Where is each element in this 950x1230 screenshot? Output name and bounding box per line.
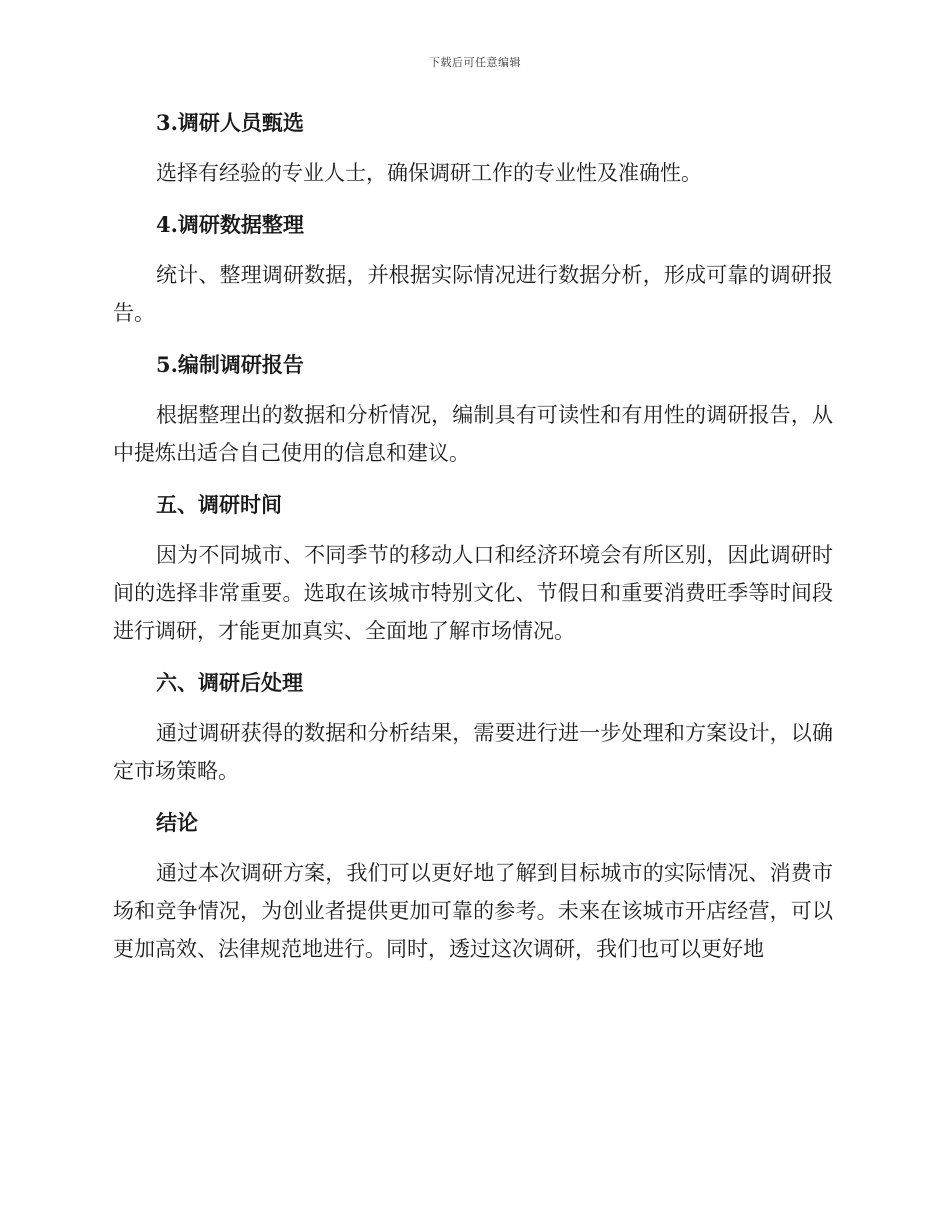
section-report-compilation <box>113 346 833 472</box>
section-paragraph: 根据整理出的数据和分析情况，编制具有可读性和有用性的调研报告，从中提炼出适合自己使用的信息和建议。 <box>113 403 833 465</box>
section-paragraph: 统计、整理调研数据，并根据实际情况进行数据分析，形成可靠的调研报告。 <box>113 263 833 325</box>
section-data-organization <box>113 206 833 332</box>
section-paragraph: 选择有经验的专业人士，确保调研工作的专业性及准确性。 <box>156 161 702 185</box>
section-heading: 3.调研人员甄选 <box>156 110 304 135</box>
section-heading: 5.编制调研报告 <box>156 352 304 377</box>
section-post-processing <box>113 664 833 790</box>
section-heading: 4.调研数据整理 <box>156 212 304 237</box>
section-paragraph: 因为不同城市、不同季节的移动人口和经济环境会有所区别，因此调研时间的选择非常重要。选取在该城市特别文化、节假日和重要消费旺季等时间段进行调研，才能更加真实、全面地了解市场情况。 <box>113 543 833 643</box>
document-body <box>113 104 833 982</box>
section-heading: 五、调研时间 <box>156 492 282 517</box>
section-paragraph: 通过本次调研方案，我们可以更好地了解到目标城市的实际情况、消费市场和竞争情况，为创业者提供更加可靠的参考。未来在该城市开店经营，可以更加高效、法律规范地进行。同时，透过这次调研，我们也可以更好地 <box>113 861 833 961</box>
section-paragraph: 通过调研获得的数据和分析结果，需要进行进一步处理和方案设计，以确定市场策略。 <box>113 721 833 783</box>
section-heading: 结论 <box>156 810 198 835</box>
section-conclusion <box>113 804 833 968</box>
page-header-note: 下载后可任意编辑 <box>429 56 521 69</box>
section-personnel-selection <box>113 104 833 192</box>
section-heading: 六、调研后处理 <box>156 670 303 695</box>
section-research-time <box>113 486 833 650</box>
